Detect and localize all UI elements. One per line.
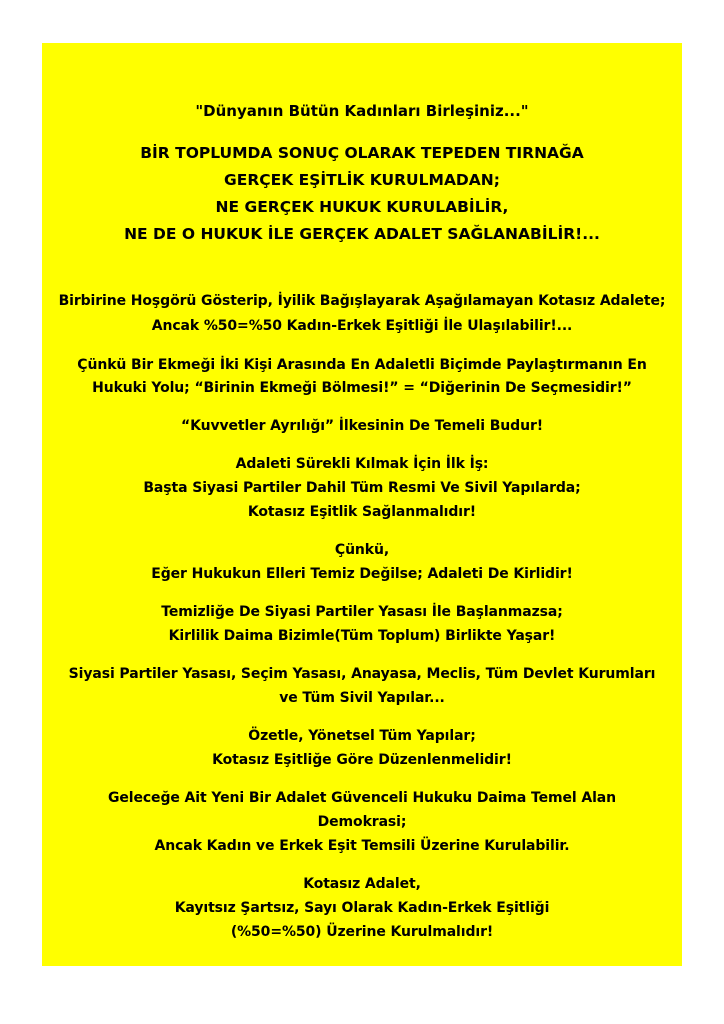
paragraph-10-line-3: (%50=%50) Üzerine Kurulmalıdır!: [230, 924, 494, 940]
paragraph-9-line-2: Demokrasi;: [317, 814, 407, 830]
paragraph-4-line-2: Başta Siyasi Partiler Dahil Tüm Resmi Ve Sivil Yapılarda;: [143, 480, 581, 496]
paragraph-4-line-1: Adaleti Sürekli Kılmak İçin İlk İş:: [235, 456, 489, 472]
paragraph-5-line-1: Çünkü,: [334, 542, 390, 558]
paragraph-7-line-2: ve Tüm Sivil Yapılar...: [279, 690, 445, 706]
paragraph-2-line-2: Hukuki Yolu; “Birinin Ekmeği Bölmesi!” = “Diğerinin De Seçmesidir!”: [92, 380, 632, 396]
paragraph-8-line-1: Özetle, Yönetsel Tüm Yapılar;: [248, 728, 476, 744]
paragraph-5-line-2: Eğer Hukukun Elleri Temiz Değilse; Adaleti De Kirlidir!: [151, 566, 573, 582]
headline-line-2: GERÇEK EŞİTLİK KURULMADAN;: [224, 171, 500, 189]
poster-panel: [42, 43, 682, 966]
paragraph-7-line-1: Siyasi Partiler Yasası, Seçim Yasası, Anayasa, Meclis, Tüm Devlet Kurumları: [68, 666, 656, 682]
slogan: "Dünyanın Bütün Kadınları Birleşiniz...": [195, 102, 529, 120]
paragraph-10-line-1: Kotasız Adalet,: [303, 876, 421, 892]
paragraph-8-line-2: Kotasız Eşitliğe Göre Düzenlenmelidir!: [212, 752, 512, 768]
paragraph-10-line-2: Kayıtsız Şartsız, Sayı Olarak Kadın-Erkek Eşitliği: [174, 900, 550, 916]
paragraph-1-line-1: Birbirine Hoşgörü Gösterip, İyilik Bağışlayarak Aşağılamayan Kotasız Adalete;: [58, 293, 666, 309]
paragraph-4-line-3: Kotasız Eşitlik Sağlanmalıdır!: [247, 504, 477, 520]
paragraph-9-line-3: Ancak Kadın ve Erkek Eşit Temsili Üzerine Kurulabilir.: [154, 838, 570, 854]
headline-line-3: NE GERÇEK HUKUK KURULABİLİR,: [215, 198, 509, 216]
headline-line-1: BİR TOPLUMDA SONUÇ OLARAK TEPEDEN TIRNAĞA: [140, 144, 584, 162]
paragraph-9-line-1: Geleceğe Ait Yeni Bir Adalet Güvenceli Hukuku Daima Temel Alan: [107, 790, 617, 806]
paragraph-3-line-1: “Kuvvetler Ayrılığı” İlkesinin De Temeli Budur!: [180, 418, 544, 434]
paragraph-1-line-2: Ancak %50=%50 Kadın-Erkek Eşitliği İle Ulaşılabilir!...: [151, 318, 573, 334]
headline-line-4: NE DE O HUKUK İLE GERÇEK ADALET SAĞLANABİLİR!...: [124, 225, 600, 243]
paragraph-6-line-1: Temizliğe De Siyasi Partiler Yasası İle Başlanmazsa;: [161, 604, 563, 620]
paragraph-2-line-1: Çünkü Bir Ekmeği İki Kişi Arasında En Adaletli Biçimde Paylaştırmanın En: [77, 357, 647, 373]
paragraph-6-line-2: Kirlilik Daima Bizimle(Tüm Toplum) Birlikte Yaşar!: [168, 628, 556, 644]
